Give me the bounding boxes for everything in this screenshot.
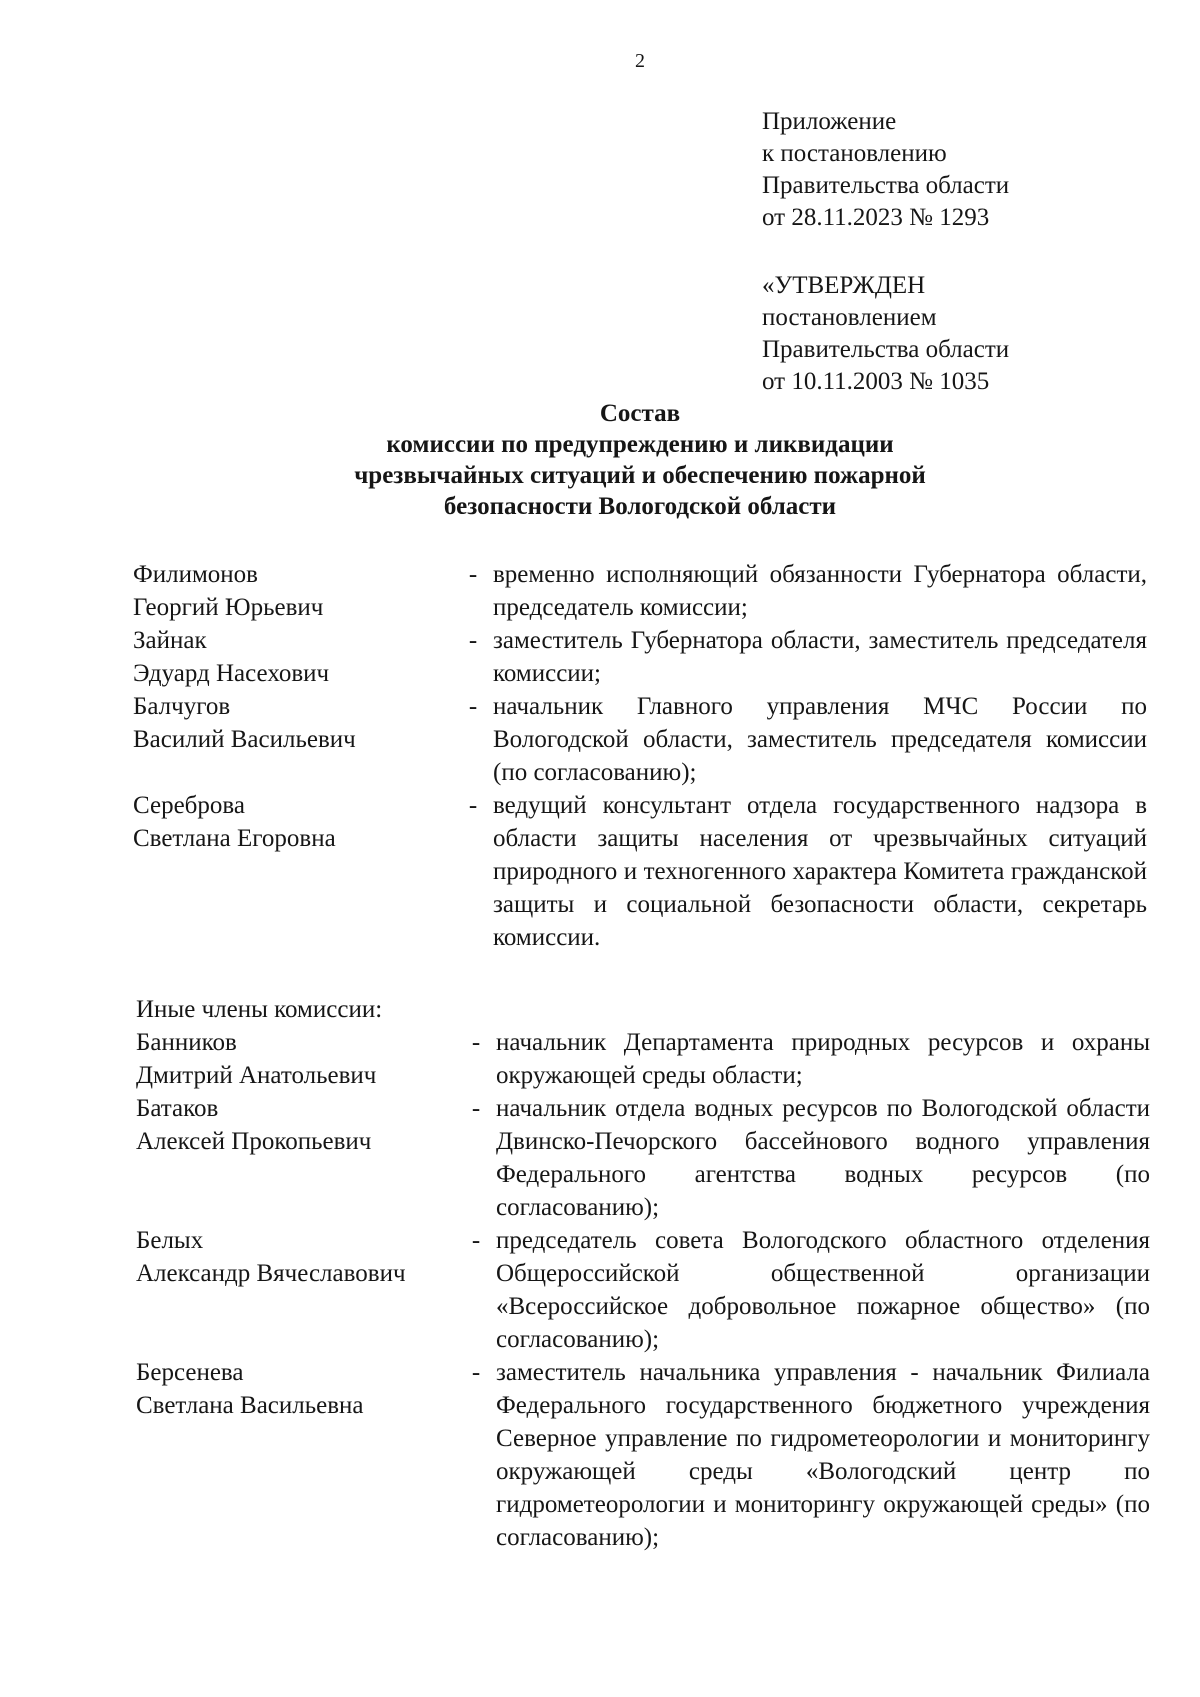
member-row [136, 1356, 1156, 1554]
member-given-name: Светлана Васильевна [136, 1392, 364, 1419]
member-surname: Батаков [136, 1095, 219, 1122]
member-row [136, 1026, 1156, 1092]
member-given-name: Светлана Егоровна [133, 825, 336, 852]
member-given-name: Эдуард Насехович [133, 660, 330, 687]
approved-line: Правительства области [762, 336, 1010, 363]
approved-line: постановлением [762, 304, 937, 331]
member-name [136, 1224, 456, 1356]
dash-separator: - [468, 693, 478, 720]
member-given-name: Александр Вячеславович [136, 1260, 406, 1287]
member-role: заместитель Губернатора области, заместитель председателя комиссии; [493, 627, 1147, 687]
dash-separator: - [468, 627, 478, 654]
approved-line: «УТВЕРЖДЕН [762, 272, 926, 299]
member-row [133, 789, 1153, 954]
member-role: заместитель начальника управления - начальник Филиала Федерального государственного бюджетного учреждения Северное управление по гидрометеорологии и мониторингу окружающей среды «Вологодский центр по гидрометеорологии и мониторингу окружающей среды» (по согласованию); [496, 1359, 1150, 1551]
member-name [133, 624, 453, 690]
appendix-line: к постановлению [762, 140, 947, 167]
member-name [136, 1356, 456, 1554]
member-surname: Берсенева [136, 1359, 244, 1386]
title-line: чрезвычайных ситуаций и обеспечению пожарной [354, 462, 926, 489]
member-role: начальник Главного управления МЧС России по Вологодской области, заместитель председателя комиссии (по согласованию); [493, 693, 1147, 786]
page-number: 2 [635, 50, 645, 72]
dash-separator: - [471, 1095, 481, 1122]
member-row [136, 1224, 1156, 1356]
member-surname: Банников [136, 1029, 237, 1056]
appendix-block [762, 106, 1009, 234]
dash-separator: - [471, 1029, 481, 1056]
member-name [133, 690, 453, 789]
member-surname: Сереброва [133, 792, 245, 819]
title-line: безопасности Вологодской области [443, 493, 837, 520]
appendix-line: Правительства области [762, 172, 1010, 199]
approved-block [762, 270, 1009, 398]
member-name [133, 789, 453, 954]
member-given-name: Георгий Юрьевич [133, 594, 324, 621]
member-role: начальник отдела водных ресурсов по Вологодской области Двинско-Печорского бассейнового водного управления Федерального агентства водных ресурсов (по согласованию); [496, 1095, 1150, 1221]
member-name [136, 1092, 456, 1224]
member-surname: Филимонов [133, 561, 258, 588]
title-line: комиссии по предупреждению и ликвидации [386, 431, 894, 458]
dash-separator: - [468, 561, 478, 588]
document-title [0, 398, 1200, 522]
leadership-list [133, 558, 1153, 954]
other-members-list [136, 993, 1156, 1554]
member-given-name: Дмитрий Анатольевич [136, 1062, 377, 1089]
member-row [133, 558, 1153, 624]
member-role: временно исполняющий обязанности Губернатора области, председатель комиссии; [493, 561, 1147, 621]
approved-line: от 10.11.2003 № 1035 [762, 368, 990, 395]
member-row [133, 624, 1153, 690]
member-given-name: Василий Васильевич [133, 726, 356, 753]
member-surname: Зайнак [133, 627, 207, 654]
appendix-line: от 28.11.2023 № 1293 [762, 204, 990, 231]
member-role: председатель совета Вологодского областного отделения Общероссийской общественной организации «Всероссийское добровольное пожарное общество» (по согласованию); [496, 1227, 1150, 1353]
other-members-label: Иные члены комиссии: [136, 996, 383, 1023]
dash-separator: - [468, 792, 478, 819]
member-given-name: Алексей Прокопьевич [136, 1128, 372, 1155]
member-row [133, 690, 1153, 789]
member-surname: Балчугов [133, 693, 231, 720]
member-role: ведущий консультант отдела государственного надзора в области защиты населения от чрезвычайных ситуаций природного и техногенного характера Комитета гражданской защиты и социальной безопасности области, секретарь комиссии. [493, 792, 1147, 951]
member-name [136, 1026, 456, 1092]
member-surname: Белых [136, 1227, 204, 1254]
title-line: Состав [599, 400, 681, 427]
member-row [136, 1092, 1156, 1224]
appendix-line: Приложение [762, 108, 897, 135]
dash-separator: - [471, 1227, 481, 1254]
member-name [133, 558, 453, 624]
dash-separator: - [471, 1359, 481, 1386]
member-role: начальник Департамента природных ресурсов и охраны окружающей среды области; [496, 1029, 1150, 1089]
